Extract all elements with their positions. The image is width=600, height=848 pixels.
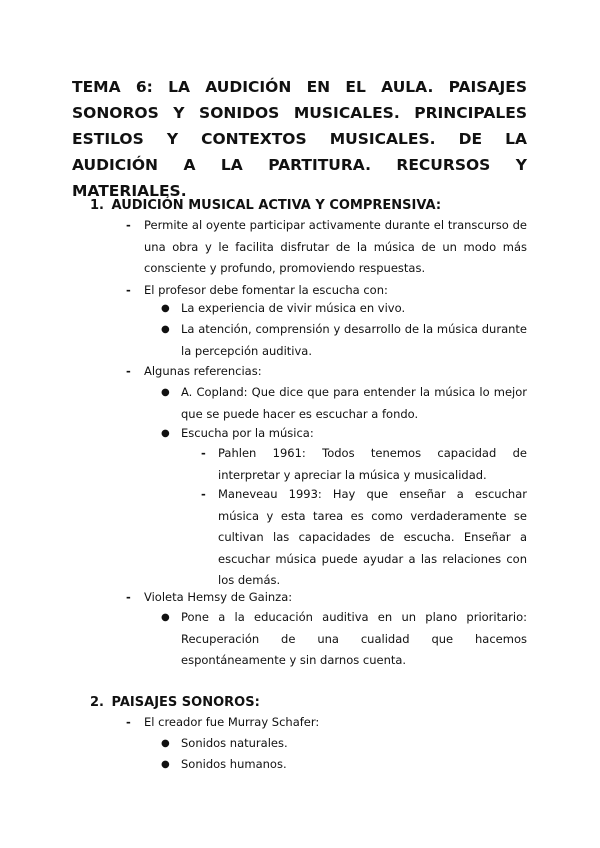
dash-marker: - [126,590,131,604]
bullet-marker: ● [161,612,170,623]
list-item-dash [126,587,527,609]
list-item-text: Algunas referencias: [144,364,262,378]
list-item-dash [126,361,527,383]
list-item-text: La experiencia de vivir música en vivo. [181,301,406,315]
list-item-text: Pahlen 1961: Todos tenemos capacidad de interpretar y apreciar la música y musicalidad. [218,446,527,482]
section-heading-2 [90,693,260,713]
list-item-bullet [161,607,527,672]
bullet-marker: ● [161,324,170,335]
list-item-text: Violeta Hemsy de Gainza: [144,590,293,604]
list-item-bullet [161,382,527,425]
list-item-text: Pone a la educación auditiva en un plano prioritario: Recuperación de una cualidad que hacemos espontáneamente y sin darnos cuenta. [181,610,527,667]
list-item-bullet [161,754,527,776]
list-item-text: Maneveau 1993: Hay que enseñar a escuchar música y esta tarea es como verdaderamente se cultivan las capacidades de escucha. Enseñar a escuchar música puede ayudar a las relaciones con los demás. [218,487,527,587]
list-item-text: El creador fue Murray Schafer: [144,715,320,729]
list-item-text: Sonidos naturales. [181,736,288,750]
section-number: 1. [90,198,104,213]
list-item-bullet [161,319,527,362]
section-heading-1 [90,196,441,216]
list-item-text: El profesor debe fomentar la escucha con: [144,283,388,297]
list-item-subdash [201,443,527,486]
bullet-marker: ● [161,759,170,770]
bullet-marker: ● [161,303,170,314]
list-item-bullet [161,733,527,755]
dash-marker: - [201,487,206,501]
list-item-bullet [161,423,527,445]
dash-marker: - [126,715,131,729]
list-item-text: Sonidos humanos. [181,757,287,771]
dash-marker: - [126,283,131,297]
list-item-subdash [201,484,527,592]
bullet-marker: ● [161,428,170,439]
list-item-bullet [161,298,527,320]
list-item-dash [126,712,527,734]
bullet-marker: ● [161,738,170,749]
bullet-marker: ● [161,387,170,398]
list-item-text: La atención, comprensión y desarrollo de la música durante la percepción auditiva. [181,322,527,358]
document-title: TEMA 6: LA AUDICIÓN EN EL AULA. PAISAJES SONOROS Y SONIDOS MUSICALES. PRINCIPALES ESTILOS Y CONTEXTOS MUSICALES. DE LA AUDICIÓN A LA PARTITURA. RECURSOS Y MATERIALES. [72,78,527,200]
section-title: PAISAJES SONOROS: [111,695,260,710]
list-item-dash [126,215,527,280]
list-item-text: A. Copland: Que dice que para entender la música lo mejor que se puede hacer es escuchar a fondo. [181,385,527,421]
section-number: 2. [90,695,104,710]
dash-marker: - [201,446,206,460]
list-item-text: Permite al oyente participar activamente durante el transcurso de una obra y le facilita disfrutar de la música de un modo más consciente y profundo, promoviendo respuestas. [144,218,527,275]
section-title: AUDICIÓN MUSICAL ACTIVA Y COMPRENSIVA: [111,198,442,213]
dash-marker: - [126,364,131,378]
list-item-text: Escucha por la música: [181,426,314,440]
dash-marker: - [126,218,131,232]
